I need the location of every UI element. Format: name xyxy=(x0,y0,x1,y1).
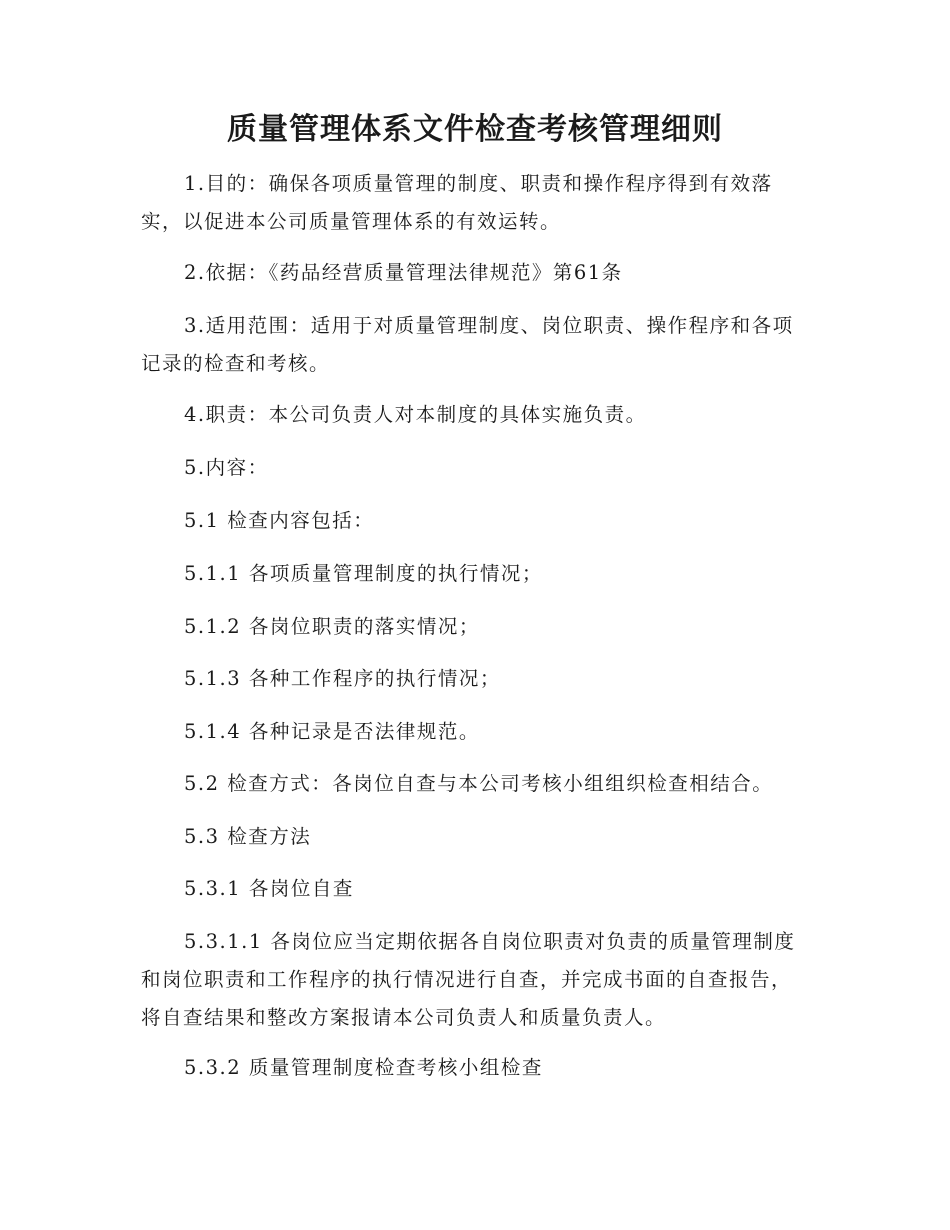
document-title: 质量管理体系文件检查考核管理细则 xyxy=(227,112,723,147)
paragraph-5-3-1-1: 5.3.1.1 各岗位应当定期依据各自岗位职责对负责的质量管理制度和岗位职责和工作程序的执行情况进行自查，并完成书面的自查报告，将自查结果和整改方案报请本公司负责人和质量负责人。 xyxy=(141,930,796,1029)
paragraph-scope: 3.适用范围：适用于对质量管理制度、岗位职责、操作程序和各项记录的检查和考核。 xyxy=(141,314,794,375)
paragraph-responsibility: 4.职责：本公司负责人对本制度的具体实施负责。 xyxy=(184,403,647,426)
paragraph-5-1-2: 5.1.2 各岗位职责的落实情况； xyxy=(184,615,480,638)
paragraph-5-1: 5.1 检查内容包括： xyxy=(184,509,375,532)
paragraph-5-1-1: 5.1.1 各项质量管理制度的执行情况； xyxy=(184,562,543,585)
paragraph-5-2: 5.2 检查方式：各岗位自查与本公司考核小组组织检查相结合。 xyxy=(184,772,774,795)
paragraph-5-1-3: 5.1.3 各种工作程序的执行情况； xyxy=(184,667,501,690)
paragraph-5-3-2: 5.3.2 质量管理制度检查考核小组检查 xyxy=(184,1056,543,1079)
paragraph-purpose: 1.目的：确保各项质量管理的制度、职责和操作程序得到有效落实，以促进本公司质量管理体系的有效运转。 xyxy=(141,172,773,233)
paragraph-content: 5.内容： xyxy=(184,456,269,479)
paragraph-5-3-1: 5.3.1 各岗位自查 xyxy=(184,877,354,900)
paragraph-5-1-4: 5.1.4 各种记录是否法律规范。 xyxy=(184,720,480,743)
paragraph-basis: 2.依据：《药品经营质量管理法律规范》第61条 xyxy=(184,261,623,284)
paragraph-5-3: 5.3 检查方法 xyxy=(184,825,312,848)
